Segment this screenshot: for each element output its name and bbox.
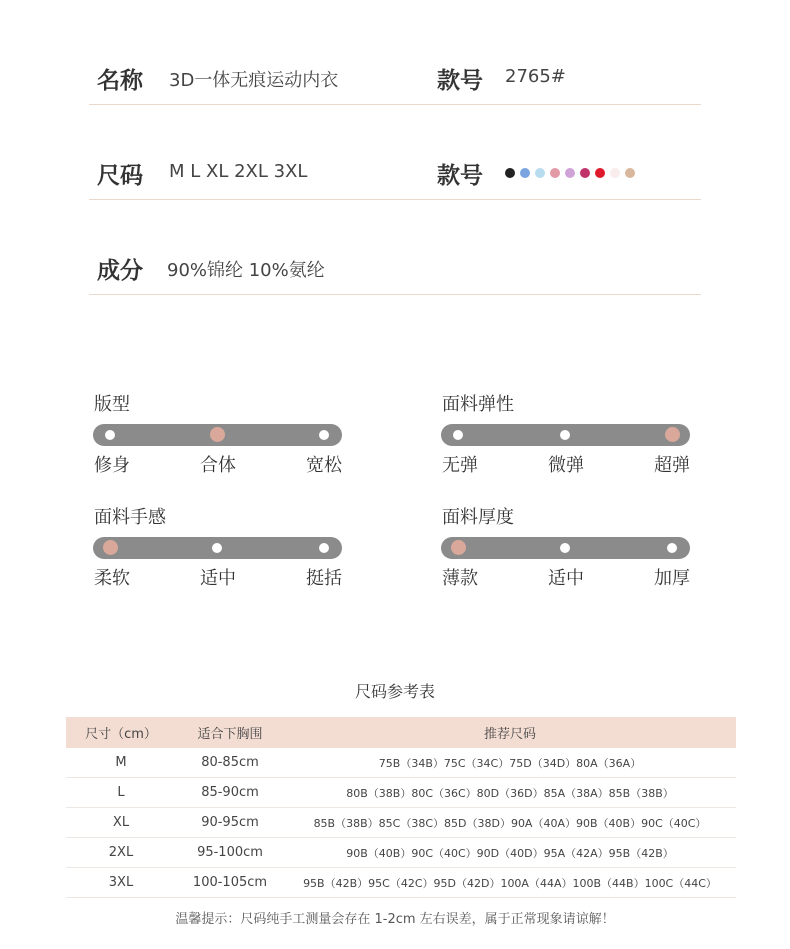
attribute-title: 面料弹性 <box>442 394 514 415</box>
style-label: 款号 <box>437 68 483 94</box>
style-value: 2765# <box>505 66 566 87</box>
table-cell: M <box>66 748 176 778</box>
column-header: 推荐尺码 <box>284 717 736 748</box>
name-label: 名称 <box>97 68 143 94</box>
attribute-option: 合体 <box>200 455 236 476</box>
color-swatch <box>520 168 530 178</box>
table-cell: 85B（38B）85C（38C）85D（38D）90A（40A）90B（40B）90C（40C） <box>284 808 736 838</box>
table-cell: 2XL <box>66 838 176 868</box>
attribute-option: 修身 <box>94 455 130 476</box>
table-cell: 75B（34B）75C（34C）75D（34D）80A（36A） <box>284 748 736 778</box>
attribute-title: 版型 <box>94 394 130 415</box>
attribute-option: 微弹 <box>548 455 584 476</box>
selected-level-dot <box>665 427 680 442</box>
name-value: 3D一体无痕运动内衣 <box>169 70 339 91</box>
attribute-option: 宽松 <box>306 455 342 476</box>
table-row <box>66 838 736 868</box>
level-dot <box>319 430 329 440</box>
composition-value: 90%锦纶 10%氨纶 <box>167 260 325 281</box>
attribute-option: 柔软 <box>94 568 130 589</box>
table-cell: 3XL <box>66 868 176 898</box>
color-swatch <box>595 168 605 178</box>
selected-level-dot <box>103 540 118 555</box>
table-cell: 85-90cm <box>176 778 284 808</box>
attribute-option: 适中 <box>548 568 584 589</box>
attribute-option: 薄款 <box>442 568 478 589</box>
level-dot <box>560 430 570 440</box>
selected-level-dot <box>451 540 466 555</box>
composition-label: 成分 <box>97 258 143 284</box>
table-cell: XL <box>66 808 176 838</box>
table-cell: L <box>66 778 176 808</box>
size-value: M L XL 2XL 3XL <box>169 161 308 182</box>
attribute-title: 面料手感 <box>94 507 166 528</box>
color-swatch <box>580 168 590 178</box>
attribute-scale <box>93 537 342 559</box>
level-dot <box>667 543 677 553</box>
size-label: 尺码 <box>97 163 143 189</box>
attribute-scale <box>441 537 690 559</box>
attribute-option: 无弹 <box>442 455 478 476</box>
color-swatch <box>565 168 575 178</box>
level-dot <box>212 543 222 553</box>
color-swatches <box>505 168 635 178</box>
table-row <box>66 808 736 838</box>
attribute-option: 适中 <box>200 568 236 589</box>
table-cell: 80B（38B）80C（36C）80D（36D）85A（38A）85B（38B） <box>284 778 736 808</box>
column-header: 尺寸（cm） <box>66 717 176 748</box>
level-dot <box>319 543 329 553</box>
color-swatch <box>610 168 620 178</box>
attribute-scale <box>93 424 342 446</box>
size-table-title: 尺码参考表 <box>354 682 435 701</box>
color-swatch <box>550 168 560 178</box>
info-row-name <box>89 50 701 105</box>
table-cell: 90B（40B）90C（40C）90D（40D）95A（42A）95B（42B） <box>284 838 736 868</box>
info-row-composition <box>89 240 701 295</box>
attribute-option: 挺括 <box>306 568 342 589</box>
level-dot <box>453 430 463 440</box>
table-row <box>66 868 736 898</box>
table-cell: 80-85cm <box>176 748 284 778</box>
table-row <box>66 778 736 808</box>
table-cell: 90-95cm <box>176 808 284 838</box>
attribute-option: 加厚 <box>654 568 690 589</box>
attribute-option: 超弹 <box>654 455 690 476</box>
footnote: 温馨提示：尺码纯手工测量会存在 1-2cm 左右误差，属于正常现象请谅解！ <box>175 912 615 927</box>
color-swatch <box>625 168 635 178</box>
attribute-scale <box>441 424 690 446</box>
color-swatch <box>535 168 545 178</box>
color-label: 款号 <box>437 163 483 189</box>
attribute-title: 面料厚度 <box>442 507 514 528</box>
selected-level-dot <box>210 427 225 442</box>
color-swatch <box>505 168 515 178</box>
table-cell: 95B（42B）95C（42C）95D（42D）100A（44A）100B（44B）100C（44C） <box>284 868 736 898</box>
table-cell: 95-100cm <box>176 838 284 868</box>
table-cell: 100-105cm <box>176 868 284 898</box>
size-table-header <box>66 717 736 748</box>
column-header: 适合下胸围 <box>176 717 284 748</box>
size-table <box>66 717 736 898</box>
table-row <box>66 748 736 778</box>
level-dot <box>560 543 570 553</box>
level-dot <box>105 430 115 440</box>
